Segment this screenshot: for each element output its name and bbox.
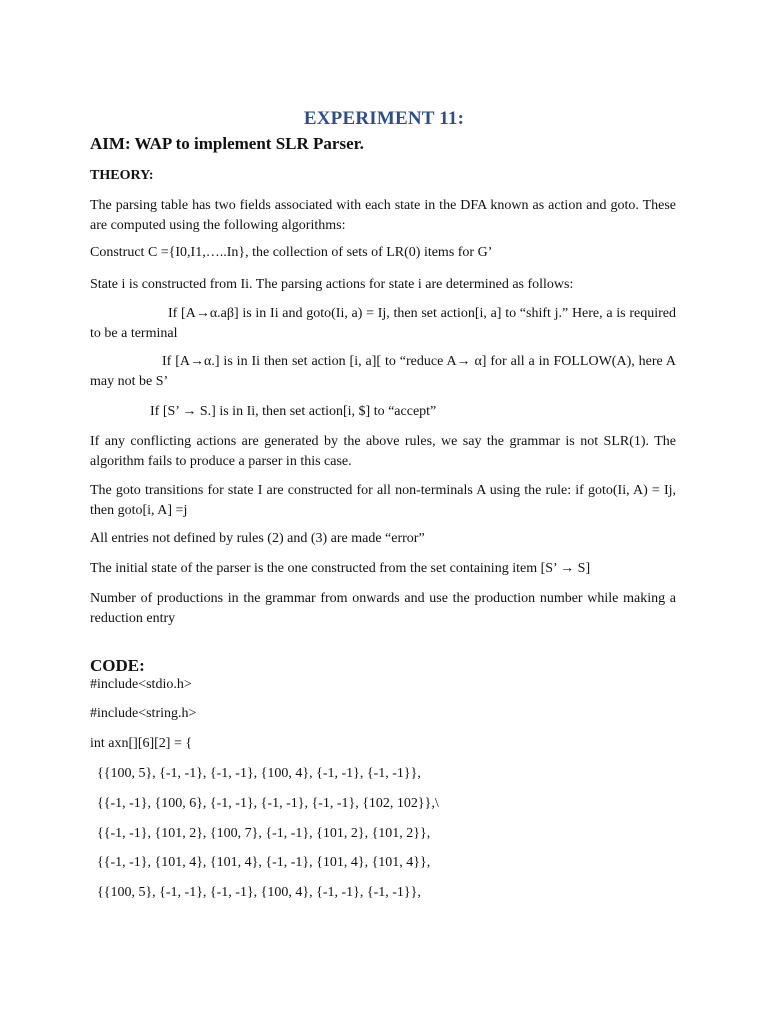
theory-heading: THEORY: [90,168,154,183]
rule-accept-paragraph: If [S’ → S.] is in Ii, then set action[i, $] to “accept” [150,404,437,419]
code-line: {{100, 5}, {-1, -1}, {-1, -1}, {100, 4}, {-1, -1}, {-1, -1}}, [97,885,421,900]
theory-paragraph: The parsing table has two fields associated with each state in the DFA known as action and goto. These are computed using the following algorithms: [90,198,676,233]
theory-paragraph: Construct C ={I0,I1,…..In}, the collection of sets of LR(0) items for G’ [90,245,493,260]
rule-shift-paragraph: If [A→α.aβ] is in Ii and goto(Ii, a) = Ij, then set action[i, a] to “shift j.” Here, a is required to be a terminal [90,306,676,341]
theory-paragraph: If any conflicting actions are generated by the above rules, we say the grammar is not SLR(1). The algorithm fails to produce a parser in this case. [90,434,676,469]
code-line: {{-1, -1}, {101, 4}, {101, 4}, {-1, -1}, {101, 4}, {101, 4}}, [97,855,431,870]
code-line: {{100, 5}, {-1, -1}, {-1, -1}, {100, 4}, {-1, -1}, {-1, -1}}, [97,766,421,781]
rule-reduce-paragraph: If [A→α.] is in Ii then set action [i, a][ to “reduce A→ α] for all a in FOLLOW(A), here A may not be S’ [90,354,676,389]
aim-heading: AIM: WAP to implement SLR Parser. [90,134,364,153]
theory-paragraph: The goto transitions for state I are constructed for all non-terminals A using the rule: if goto(Ii, A) = Ij, then goto[i, A] =j [90,483,676,518]
code-line: #include<string.h> [90,706,197,721]
code-line: {{-1, -1}, {101, 2}, {100, 7}, {-1, -1}, {101, 2}, {101, 2}}, [97,826,431,841]
theory-paragraph: State i is constructed from Ii. The parsing actions for state i are determined as follows: [90,277,574,292]
code-heading: CODE: [90,656,145,675]
code-line: #include<stdio.h> [90,677,192,692]
theory-paragraph: The initial state of the parser is the one constructed from the set containing item [S’ → S] [90,561,591,576]
code-line: {{-1, -1}, {100, 6}, {-1, -1}, {-1, -1}, {-1, -1}, {102, 102}},\ [97,796,439,811]
code-line: int axn[][6][2] = { [90,736,193,751]
experiment-title: EXPERIMENT 11: [303,108,465,129]
theory-paragraph: All entries not defined by rules (2) and (3) are made “error” [90,531,425,546]
theory-paragraph: Number of productions in the grammar from onwards and use the production number while making a reduction entry [90,591,676,626]
